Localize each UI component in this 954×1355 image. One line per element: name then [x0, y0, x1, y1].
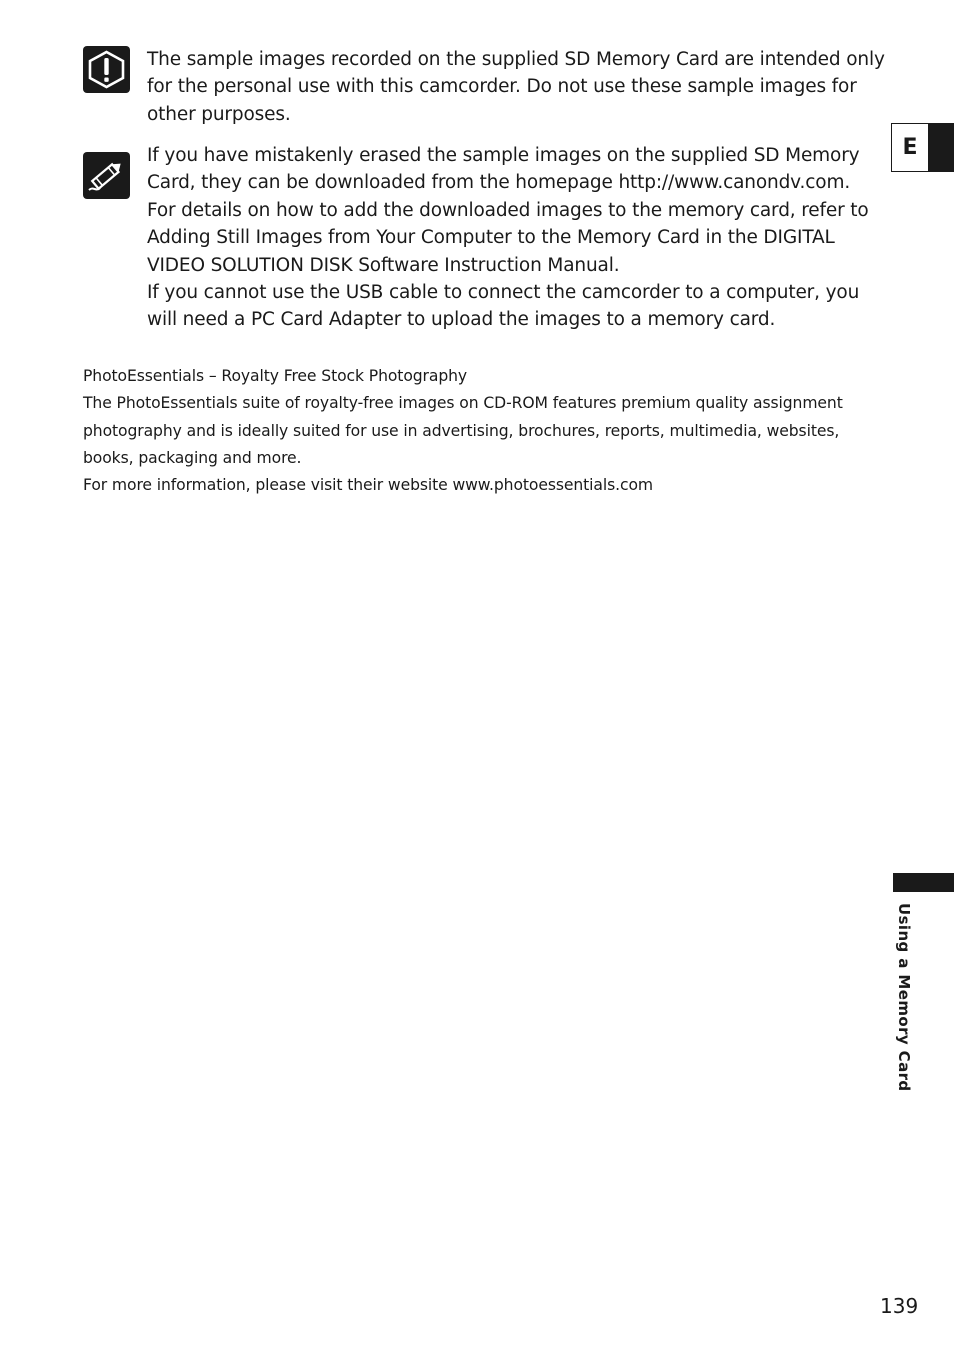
memo-paragraph-pc-card: If you cannot use the USB cable to connect the camcorder to a computer, you will need a PC Card Adapter to upload the images to a memory card.: [147, 282, 860, 331]
credits-body: The PhotoEssentials suite of royalty-free images on CD-ROM features premium quality assignment photography and is ideally suited for use in advertising, brochures, reports, multimedia, websites, books, packaging and more.: [83, 394, 843, 467]
credits-heading: PhotoEssentials – Royalty Free Stock Photography: [83, 367, 468, 385]
language-tab-bar: [929, 123, 954, 172]
photoessentials-credits: [83, 363, 873, 499]
section-label: Using a Memory Card: [895, 903, 913, 1092]
credits-more-info: For more information, please visit their website www.photoessentials.com: [83, 476, 653, 495]
memo-paragraph-instructions: For details on how to add the downloaded images to the memory card, refer to Adding Still Images from Your Computer to the Memory Card in the DIGITAL VIDEO SOLUTION DISK Software Instruction Manual.: [147, 199, 869, 276]
language-tab: [891, 123, 954, 172]
caution-text: The sample images recorded on the supplied SD Memory Card are intended only for the personal use with this camcorder. Do not use these sample images for other purposes.: [147, 49, 885, 125]
page-number: 139: [880, 1294, 919, 1318]
language-tab-letter: E: [891, 123, 929, 172]
memo-paragraph-download: If you have mistakenly erased the sample images on the supplied SD Memory Card, they can be downloaded from the homepage http://www.canondv.com.: [147, 145, 860, 194]
memo-pencil-icon: [83, 152, 130, 199]
section-marker-bar: [893, 873, 954, 892]
caution-exclamation-icon: [83, 46, 130, 93]
